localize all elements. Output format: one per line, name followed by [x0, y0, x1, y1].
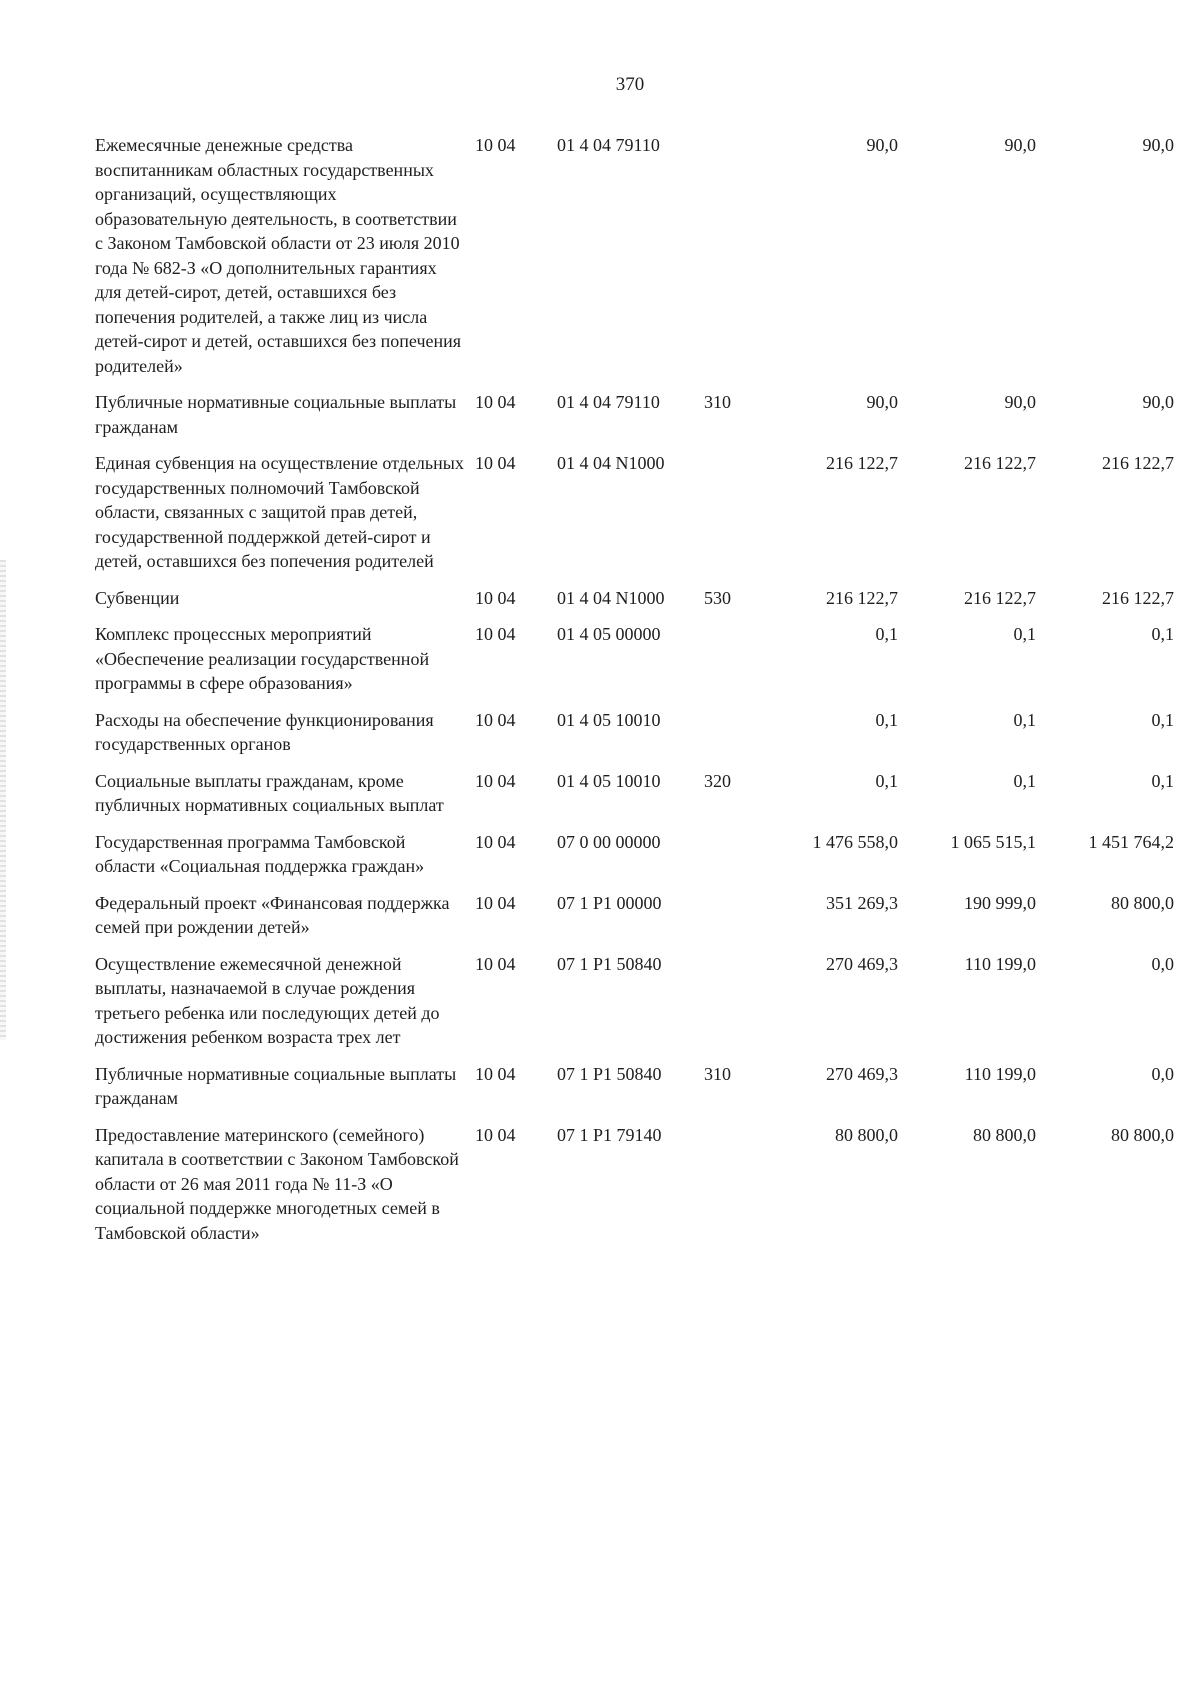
row-value-2: 110 199,0 — [964, 1063, 1036, 1084]
row-value-1: 270 469,3 — [826, 953, 898, 974]
row-section: 10 04 — [475, 953, 516, 974]
row-value-3: 90,0 — [1142, 392, 1174, 412]
row-value-3: 90,0 — [1142, 135, 1174, 155]
table-row — [95, 451, 1175, 574]
row-name: Публичные нормативные социальные выплаты гражданам — [95, 1063, 457, 1108]
row-value-1: 351 269,3 — [826, 892, 898, 913]
table-row — [95, 390, 1175, 439]
row-type: 310 — [704, 1063, 731, 1084]
row-type: 530 — [704, 587, 731, 608]
row-value-2: 0,1 — [1013, 709, 1036, 730]
row-code: 01 4 04 79110 — [557, 392, 660, 412]
row-value-2: 90,0 — [1004, 392, 1036, 412]
row-code: 07 1 P1 79140 — [557, 1124, 662, 1145]
row-section: 10 04 — [475, 1063, 516, 1084]
row-section: 10 04 — [475, 392, 516, 412]
table-row — [95, 830, 1175, 879]
row-value-2: 190 999,0 — [964, 892, 1036, 913]
row-name: Государственная программа Тамбовской области «Социальная поддержка граждан» — [95, 831, 425, 876]
table-row — [95, 708, 1175, 757]
row-name: Публичные нормативные социальные выплаты гражданам — [95, 392, 457, 437]
row-value-3: 0,0 — [1151, 953, 1174, 974]
row-name: Социальные выплаты гражданам, кроме публичных нормативных социальных выплат — [95, 770, 444, 815]
table-row — [95, 1123, 1175, 1246]
row-name: Комплекс процессных мероприятий «Обеспечение реализации государственной программы в сфере образования» — [95, 624, 430, 693]
row-code: 01 4 04 N1000 — [557, 453, 665, 473]
row-value-1: 0,1 — [875, 624, 898, 644]
row-value-2: 0,1 — [1013, 770, 1036, 791]
table-row — [95, 622, 1175, 696]
row-section: 10 04 — [475, 624, 516, 644]
row-value-3: 216 122,7 — [1102, 587, 1174, 608]
row-name: Ежемесячные денежные средства воспитанникам областных государственных организаций, осуществляющих образовательную деятельность, в соответствии с Законом Тамбовской области от 23 июля 2010 года № 682-З «О дополнительных гарантиях для детей-сирот, детей, оставшихся без попечения родителей, а также лиц из числа детей-сирот и детей, оставшихся без попечения родителей» — [95, 135, 462, 376]
row-value-1: 90,0 — [866, 135, 898, 155]
page-number: 370 — [615, 74, 645, 95]
budget-table — [95, 133, 1175, 1257]
row-code: 01 4 04 79110 — [557, 135, 660, 155]
table-row — [95, 769, 1175, 818]
row-value-3: 216 122,7 — [1102, 453, 1174, 473]
row-value-1: 216 122,7 — [826, 587, 898, 608]
row-value-2: 216 122,7 — [964, 453, 1036, 473]
row-value-2: 1 065 515,1 — [950, 831, 1036, 852]
row-value-2: 90,0 — [1004, 135, 1036, 155]
row-value-3: 1 451 764,2 — [1088, 831, 1174, 852]
row-value-1: 90,0 — [866, 392, 898, 412]
row-value-3: 0,1 — [1151, 624, 1174, 644]
table-row — [95, 952, 1175, 1050]
row-type: 320 — [704, 770, 731, 791]
row-value-1: 80 800,0 — [835, 1124, 898, 1145]
row-value-1: 0,1 — [875, 709, 898, 730]
row-value-3: 80 800,0 — [1111, 892, 1174, 913]
table-row — [95, 586, 1175, 611]
row-name: Единая субвенция на осуществление отдельных государственных полномочий Тамбовской области, связанных с защитой прав детей, государственной поддержкой детей-сирот и детей, оставшихся без попечения родителей — [95, 453, 464, 571]
row-value-3: 0,1 — [1151, 709, 1174, 730]
row-name: Федеральный проект «Финансовая поддержка семей при рождении детей» — [95, 892, 450, 937]
row-code: 01 4 05 10010 — [557, 709, 661, 730]
row-value-2: 0,1 — [1013, 624, 1036, 644]
row-name: Субвенции — [95, 587, 180, 608]
row-name: Предоставление материнского (семейного) капитала в соответствии с Законом Тамбовской области от 26 мая 2011 года № 11-З «О социальной поддержке многодетных семей в Тамбовской области» — [95, 1124, 459, 1243]
row-code: 01 4 05 10010 — [557, 770, 661, 791]
scan-edge-artifact — [0, 560, 6, 1040]
row-section: 10 04 — [475, 709, 516, 730]
row-type: 310 — [704, 392, 731, 412]
table-row — [95, 891, 1175, 940]
row-value-3: 0,1 — [1151, 770, 1174, 791]
row-section: 10 04 — [475, 135, 516, 155]
row-code: 01 4 04 N1000 — [557, 587, 665, 608]
row-code: 07 0 00 00000 — [557, 831, 661, 852]
row-code: 07 1 P1 50840 — [557, 953, 662, 974]
row-value-1: 270 469,3 — [826, 1063, 898, 1084]
row-value-3: 80 800,0 — [1111, 1124, 1174, 1145]
table-row — [95, 133, 1175, 378]
row-value-2: 110 199,0 — [964, 953, 1036, 974]
row-section: 10 04 — [475, 892, 516, 913]
row-value-1: 1 476 558,0 — [812, 831, 898, 852]
row-value-3: 0,0 — [1151, 1063, 1174, 1084]
row-section: 10 04 — [475, 770, 516, 791]
row-value-1: 0,1 — [875, 770, 898, 791]
row-section: 10 04 — [475, 453, 516, 473]
row-name: Расходы на обеспечение функционирования государственных органов — [95, 709, 434, 754]
table-row — [95, 1062, 1175, 1111]
row-value-1: 216 122,7 — [826, 453, 898, 473]
row-section: 10 04 — [475, 831, 516, 852]
row-section: 10 04 — [475, 1124, 516, 1145]
row-section: 10 04 — [475, 587, 516, 608]
row-code: 07 1 P1 00000 — [557, 892, 662, 913]
row-code: 01 4 05 00000 — [557, 624, 661, 644]
row-value-2: 80 800,0 — [973, 1124, 1036, 1145]
row-code: 07 1 P1 50840 — [557, 1063, 662, 1084]
row-value-2: 216 122,7 — [964, 587, 1036, 608]
row-name: Осуществление ежемесячной денежной выплаты, назначаемой в случае рождения третьего ребенка или последующих детей до достижения ребенком возраста трех лет — [95, 953, 440, 1047]
